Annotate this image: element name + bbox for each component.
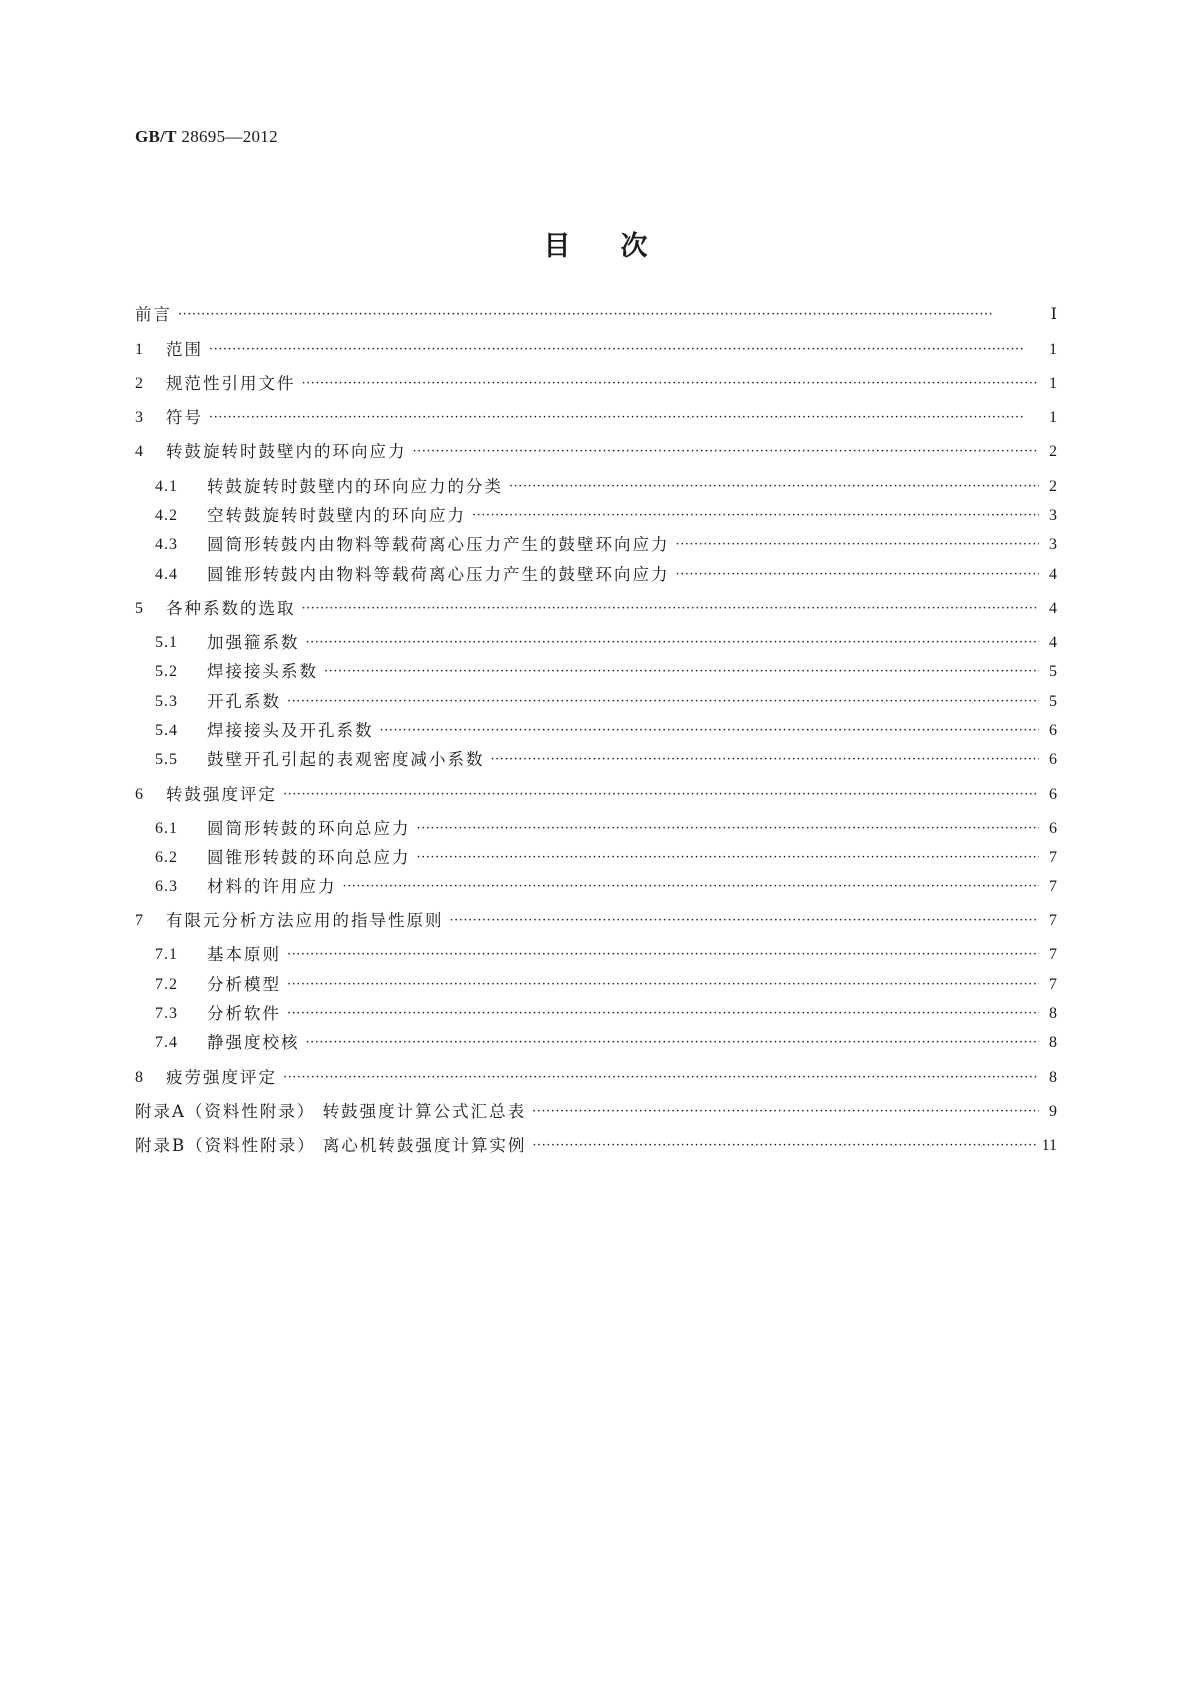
toc-entry-title: 空转鼓旋转时鼓壁内的环向应力 bbox=[207, 506, 466, 525]
toc-entry-page: 7 bbox=[1049, 912, 1057, 929]
dot-leader bbox=[287, 1004, 1039, 1024]
toc-entry-page: 2 bbox=[1049, 478, 1057, 495]
dot-leader bbox=[287, 975, 1039, 995]
toc-entry-page: 7 bbox=[1049, 976, 1057, 993]
toc-entry-number: 6.1 bbox=[155, 820, 178, 837]
toc-entry-2[interactable] bbox=[135, 371, 1057, 397]
dot-leader bbox=[491, 750, 1040, 770]
dot-leader bbox=[306, 633, 1040, 653]
toc-entry-number: 6 bbox=[135, 786, 144, 803]
toc-entry-5-2[interactable] bbox=[155, 659, 1057, 685]
dot-leader bbox=[532, 1102, 1039, 1122]
toc-entry-title: 分析软件 bbox=[207, 1004, 281, 1023]
toc-entry-7-3[interactable] bbox=[155, 1001, 1057, 1027]
dot-leader bbox=[178, 305, 1039, 325]
toc-entry-number: 5.5 bbox=[155, 751, 178, 768]
toc-entry-7-4[interactable] bbox=[155, 1030, 1057, 1056]
toc-entry-number: 2 bbox=[135, 375, 144, 392]
toc-entry-page: 1 bbox=[1049, 341, 1057, 358]
toc-entry-page: 4 bbox=[1049, 634, 1057, 651]
toc-entry-1[interactable] bbox=[135, 337, 1057, 363]
toc-entry-number: 1 bbox=[135, 341, 144, 358]
toc-entry-3[interactable] bbox=[135, 405, 1057, 431]
toc-entry-number: 7 bbox=[135, 912, 144, 929]
toc-entry-5-3[interactable] bbox=[155, 689, 1057, 715]
toc-entry-foreword[interactable] bbox=[135, 302, 1057, 328]
dot-leader bbox=[302, 599, 1040, 619]
toc-entry-number: 6.3 bbox=[155, 878, 178, 895]
toc-entry-page: 11 bbox=[1041, 1137, 1057, 1154]
toc-entry-title: 基本原则 bbox=[207, 945, 281, 964]
toc-entry-5-4[interactable] bbox=[155, 718, 1057, 744]
toc-entry-number: 5.4 bbox=[155, 722, 178, 739]
dot-leader bbox=[306, 1033, 1040, 1053]
dot-leader bbox=[324, 662, 1039, 682]
toc-entry-page: 6 bbox=[1049, 786, 1057, 803]
toc-entry-5-5[interactable] bbox=[155, 747, 1057, 773]
toc-entry-title: 静强度校核 bbox=[207, 1033, 300, 1052]
dot-leader bbox=[413, 442, 1040, 462]
toc-entry-4-1[interactable] bbox=[155, 474, 1057, 500]
toc-entry-title: 焊接接头系数 bbox=[207, 662, 318, 681]
dot-leader bbox=[676, 535, 1040, 555]
toc-entry-page: 6 bbox=[1049, 751, 1057, 768]
standard-prefix: GB/T bbox=[135, 127, 177, 146]
dot-leader bbox=[302, 374, 1040, 394]
toc-entry-page: 4 bbox=[1049, 600, 1057, 617]
toc-entry-number: 7.2 bbox=[155, 976, 178, 993]
toc-entry-page: 5 bbox=[1049, 663, 1057, 680]
dot-leader bbox=[417, 848, 1040, 868]
dot-leader bbox=[450, 911, 1040, 931]
toc-entry-appendix-a[interactable] bbox=[135, 1099, 1057, 1125]
dot-leader bbox=[343, 877, 1040, 897]
toc-entry-number: 5.2 bbox=[155, 663, 178, 680]
toc-entry-4-4[interactable] bbox=[155, 562, 1057, 588]
toc-entry-title: 鼓壁开孔引起的表观密度减小系数 bbox=[207, 750, 485, 769]
toc-entry-title: 符号 bbox=[166, 408, 203, 427]
toc-entry-title: 分析模型 bbox=[207, 975, 281, 994]
toc-entry-number: 5.3 bbox=[155, 693, 178, 710]
toc-entry-page: 4 bbox=[1049, 566, 1057, 583]
dot-leader bbox=[509, 477, 1039, 497]
toc-entry-number: 7.3 bbox=[155, 1005, 178, 1022]
toc-entry-number: 8 bbox=[135, 1069, 144, 1086]
toc-entry-number: 4.1 bbox=[155, 478, 178, 495]
toc-entry-title: 圆筒形转鼓的环向总应力 bbox=[207, 819, 411, 838]
dot-leader bbox=[287, 692, 1039, 712]
dot-leader bbox=[287, 945, 1039, 965]
toc-entry-page: 8 bbox=[1049, 1005, 1057, 1022]
toc-entry-page: 9 bbox=[1049, 1103, 1057, 1120]
toc-entry-page: 3 bbox=[1049, 507, 1057, 524]
toc-entry-title: 疲劳强度评定 bbox=[166, 1068, 277, 1087]
toc-entry-title: 附录B（资料性附录） 离心机转鼓强度计算实例 bbox=[135, 1136, 527, 1155]
page-title: 目次 bbox=[543, 231, 698, 262]
toc-entry-7[interactable] bbox=[135, 908, 1057, 934]
dot-leader bbox=[472, 506, 1039, 526]
toc-entry-number: 5 bbox=[135, 600, 144, 617]
toc-entry-title: 圆筒形转鼓内由物料等载荷离心压力产生的鼓壁环向应力 bbox=[207, 535, 670, 554]
toc-entry-title: 开孔系数 bbox=[207, 692, 281, 711]
toc-entry-title: 圆锥形转鼓内由物料等载荷离心压力产生的鼓壁环向应力 bbox=[207, 565, 670, 584]
toc-entry-number: 7.1 bbox=[155, 946, 178, 963]
toc-entry-appendix-b[interactable] bbox=[135, 1133, 1057, 1159]
toc-entry-title: 转鼓旋转时鼓壁内的环向应力 bbox=[166, 442, 407, 461]
toc-entry-6[interactable] bbox=[135, 782, 1057, 808]
toc-entry-title: 规范性引用文件 bbox=[166, 374, 296, 393]
toc-entry-number: 4 bbox=[135, 443, 144, 460]
toc-entry-page: 8 bbox=[1049, 1034, 1057, 1051]
toc-entry-page: 1 bbox=[1049, 375, 1057, 392]
toc-entry-8[interactable] bbox=[135, 1065, 1057, 1091]
standard-number: 28695—2012 bbox=[181, 127, 278, 146]
toc-entry-number: 6.2 bbox=[155, 849, 178, 866]
toc-entry-6-3[interactable] bbox=[155, 874, 1057, 900]
toc-entry-page: 3 bbox=[1049, 536, 1057, 553]
toc-entry-page: 6 bbox=[1049, 820, 1057, 837]
toc-entry-number: 5.1 bbox=[155, 634, 178, 651]
toc-entry-page: 5 bbox=[1049, 693, 1057, 710]
dot-leader bbox=[380, 721, 1040, 741]
toc-entry-number: 3 bbox=[135, 409, 144, 426]
toc-entry-title: 焊接接头及开孔系数 bbox=[207, 721, 374, 740]
toc-entry-number: 7.4 bbox=[155, 1034, 178, 1051]
toc-entry-7-2[interactable] bbox=[155, 972, 1057, 998]
toc-entry-title: 转鼓强度评定 bbox=[166, 785, 277, 804]
toc-entry-page: 8 bbox=[1049, 1069, 1057, 1086]
toc-entry-title: 加强箍系数 bbox=[207, 633, 300, 652]
toc-entry-number: 4.4 bbox=[155, 566, 178, 583]
toc-entry-6-1[interactable] bbox=[155, 816, 1057, 842]
dot-leader bbox=[676, 565, 1040, 585]
toc-entry-4[interactable] bbox=[135, 439, 1057, 465]
toc-entry-4-2[interactable] bbox=[155, 503, 1057, 529]
toc-entry-number: 4.2 bbox=[155, 507, 178, 524]
dot-leader bbox=[532, 1136, 1035, 1156]
dot-leader bbox=[209, 408, 1039, 428]
dot-leader bbox=[209, 340, 1039, 360]
toc-entry-page: 7 bbox=[1049, 946, 1057, 963]
dot-leader bbox=[417, 819, 1040, 839]
toc-entry-page: 6 bbox=[1049, 722, 1057, 739]
toc-entry-page: Ⅰ bbox=[1050, 306, 1057, 323]
toc-entry-4-3[interactable] bbox=[155, 532, 1057, 558]
toc-entry-page: 7 bbox=[1049, 878, 1057, 895]
toc-entry-page: 7 bbox=[1049, 849, 1057, 866]
dot-leader bbox=[283, 1068, 1039, 1088]
toc-entry-title: 转鼓旋转时鼓壁内的环向应力的分类 bbox=[207, 477, 503, 496]
toc-entry-title: 前言 bbox=[135, 305, 172, 324]
toc-entry-5[interactable] bbox=[135, 596, 1057, 622]
toc-entry-title: 附录A（资料性附录） 转鼓强度计算公式汇总表 bbox=[135, 1102, 527, 1121]
toc-entry-title: 有限元分析方法应用的指导性原则 bbox=[166, 911, 444, 930]
toc-entry-number: 4.3 bbox=[155, 536, 178, 553]
toc-entry-title: 材料的许用应力 bbox=[207, 877, 337, 896]
toc-entry-title: 圆锥形转鼓的环向总应力 bbox=[207, 848, 411, 867]
dot-leader bbox=[283, 785, 1039, 805]
toc-entry-6-2[interactable] bbox=[155, 845, 1057, 871]
toc-entry-7-1[interactable] bbox=[155, 942, 1057, 968]
toc-entry-5-1[interactable] bbox=[155, 630, 1057, 656]
toc-entry-page: 2 bbox=[1049, 443, 1057, 460]
toc-entry-title: 各种系数的选取 bbox=[166, 599, 296, 618]
toc-entry-page: 1 bbox=[1049, 409, 1057, 426]
toc-entry-title: 范围 bbox=[166, 340, 203, 359]
